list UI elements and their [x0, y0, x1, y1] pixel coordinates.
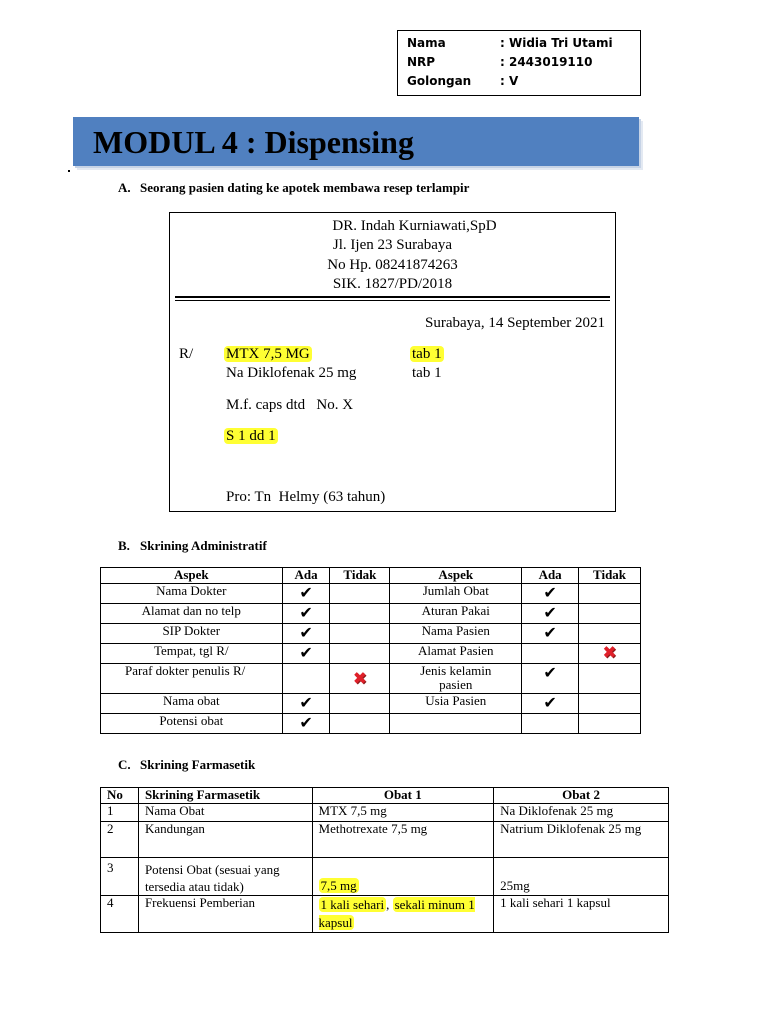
tidak-left-cell	[330, 714, 390, 734]
doctor-name: DR. Indah Kurniawati,SpD	[332, 218, 497, 234]
table-row	[101, 584, 641, 604]
administrative-screening-table	[100, 567, 641, 734]
table-row	[101, 896, 669, 933]
ada-right-cell	[522, 664, 579, 694]
check-icon: ✔	[543, 603, 557, 622]
student-class-label: Golongan	[407, 74, 472, 88]
ada-right-cell	[522, 604, 579, 624]
tidak-left-cell	[330, 644, 390, 664]
check-icon: ✔	[299, 693, 313, 712]
ada-left-cell	[282, 584, 330, 604]
ada-left-cell	[282, 624, 330, 644]
row-obat-2: 1 kali sehari 1 kapsul	[494, 896, 669, 933]
header-aspect-right: Aspek	[390, 568, 522, 584]
aspect-right: Usia Pasien	[390, 694, 522, 714]
row-obat-2: 25mg	[494, 858, 669, 896]
aspect-left: Nama obat	[101, 694, 283, 714]
aspect-left: Paraf dokter penulis R/	[101, 664, 283, 694]
table-row	[101, 714, 641, 734]
patient-line: Pro: Tn Helmy (63 tahun)	[226, 489, 386, 505]
table-row	[101, 644, 641, 664]
check-icon: ✔	[299, 643, 313, 662]
page-title: MODUL 4 : Dispensing	[93, 124, 414, 160]
tidak-right-cell	[579, 604, 641, 624]
student-class-row	[407, 74, 518, 88]
header-obat-2: Obat 2	[494, 788, 669, 804]
check-icon: ✔	[543, 623, 557, 642]
compounding-instruction: M.f. caps dtd No. X	[226, 397, 354, 413]
header-tidak-left: Tidak	[330, 568, 390, 584]
header-no: No	[101, 788, 139, 804]
tidak-right-cell	[579, 624, 641, 644]
aspect-left: Tempat, tgl R/	[101, 644, 283, 664]
row-aspect: Potensi Obat (sesuai yang tersedia atau tidak)	[138, 858, 312, 896]
tidak-right-cell	[579, 694, 641, 714]
aspect-right: Alamat Pasien	[390, 644, 522, 664]
section-a-text: Seorang pasien dating ke apotek membawa resep terlampir	[140, 180, 470, 195]
header-divider-thick	[175, 296, 610, 298]
cross-icon: ✖	[602, 643, 617, 663]
aspect-right: Jumlah Obat	[390, 584, 522, 604]
student-nrp-label: NRP	[407, 55, 436, 69]
check-icon: ✔	[543, 663, 557, 682]
row-obat-1: Methotrexate 7,5 mg	[312, 822, 494, 858]
ada-right-cell	[522, 624, 579, 644]
frequency-highlight-1: 1 kali sehari	[320, 897, 385, 912]
signa	[224, 428, 278, 445]
drug-2-qty: tab 1	[412, 365, 442, 381]
student-name-row	[407, 36, 613, 50]
table-header-row	[101, 788, 669, 804]
header-screening: Skrining Farmasetik	[138, 788, 312, 804]
prescription-date: Surabaya, 14 September 2021	[425, 315, 605, 331]
header-ada-right: Ada	[522, 568, 579, 584]
drug-1-name-highlight: MTX 7,5 MG	[226, 346, 310, 362]
tidak-left-cell	[330, 694, 390, 714]
tidak-left-cell	[330, 604, 390, 624]
check-icon: ✔	[299, 583, 313, 602]
drug-1-name	[224, 346, 312, 363]
table-row	[101, 858, 669, 896]
row-number: 4	[101, 896, 139, 933]
aspect-left: Potensi obat	[101, 714, 283, 734]
header-divider-thin	[175, 300, 610, 301]
row-obat-2: Na Diklofenak 25 mg	[494, 804, 669, 822]
table-row	[101, 804, 669, 822]
table-row	[101, 604, 641, 624]
aspect-right: Nama Pasien	[390, 624, 522, 644]
title-banner	[73, 117, 639, 166]
ada-left-cell	[282, 604, 330, 624]
table-header-row	[101, 568, 641, 584]
student-name-label: Nama	[407, 36, 446, 50]
ada-left-cell	[282, 664, 330, 694]
row-aspect: Frekuensi Pemberian	[138, 896, 312, 933]
ada-left-cell	[282, 714, 330, 734]
tidak-right-cell	[579, 664, 641, 694]
frequency-highlight-2: sekali minum 1 kapsul	[318, 897, 475, 930]
tidak-left-cell	[330, 664, 390, 694]
check-icon: ✔	[299, 603, 313, 622]
header-obat-1: Obat 1	[312, 788, 494, 804]
student-class-value: : V	[500, 74, 519, 88]
signa-highlight: S 1 dd 1	[226, 428, 276, 444]
drug-2-name: Na Diklofenak 25 mg	[226, 365, 357, 381]
tidak-left-cell	[330, 584, 390, 604]
section-b-heading	[118, 538, 267, 554]
r-symbol: R/	[179, 346, 194, 362]
drug-1-qty	[410, 346, 444, 363]
table-row	[101, 822, 669, 858]
row-number: 3	[101, 858, 139, 896]
student-nrp-row	[407, 55, 592, 69]
table-row	[101, 624, 641, 644]
ada-right-cell	[522, 694, 579, 714]
ada-right-cell	[522, 644, 579, 664]
aspect-right: Jenis kelamin pasien	[390, 664, 522, 694]
prescription-box	[169, 212, 616, 512]
ada-right-cell	[522, 714, 579, 734]
section-a-heading	[118, 180, 469, 196]
tidak-right-cell	[579, 644, 641, 664]
section-a-letter: A.	[118, 180, 131, 195]
doctor-address: Jl. Ijen 23 Surabaya	[332, 237, 453, 253]
check-icon: ✔	[543, 583, 557, 602]
check-icon: ✔	[543, 693, 557, 712]
tidak-right-cell	[579, 584, 641, 604]
frequency-separator: ,	[386, 897, 393, 912]
aspect-left: SIP Dokter	[101, 624, 283, 644]
tidak-right-cell	[579, 714, 641, 734]
header-tidak-right: Tidak	[579, 568, 641, 584]
divider-dot	[68, 170, 70, 172]
row-aspect: Nama Obat	[138, 804, 312, 822]
administrative-table-body	[101, 584, 641, 734]
section-c-text: Skrining Farmasetik	[140, 757, 256, 772]
ada-left-cell	[282, 694, 330, 714]
row-obat-1	[312, 896, 494, 933]
student-info-box	[397, 30, 641, 96]
row-obat-1: MTX 7,5 mg	[312, 804, 494, 822]
row-obat-2: Natrium Diklofenak 25 mg	[494, 822, 669, 858]
section-c-letter: C.	[118, 757, 131, 772]
aspect-left: Alamat dan no telp	[101, 604, 283, 624]
aspect-right: Aturan Pakai	[390, 604, 522, 624]
row-number: 2	[101, 822, 139, 858]
section-b-text: Skrining Administratif	[140, 538, 267, 553]
aspect-left: Nama Dokter	[101, 584, 283, 604]
pharmaceutical-screening-table	[100, 787, 669, 933]
table-row	[101, 694, 641, 714]
header-ada-left: Ada	[282, 568, 330, 584]
row-obat-1	[312, 858, 494, 896]
aspect-right	[390, 714, 522, 734]
section-c-heading	[118, 757, 255, 773]
row-aspect: Kandungan	[138, 822, 312, 858]
potency-highlight: 7,5 mg	[320, 878, 357, 893]
student-nrp-value: : 2443019110	[500, 55, 593, 69]
header-aspect-left: Aspek	[101, 568, 283, 584]
section-b-letter: B.	[118, 538, 130, 553]
drug-1-qty-highlight: tab 1	[412, 346, 442, 362]
ada-left-cell	[282, 644, 330, 664]
check-icon: ✔	[299, 713, 313, 732]
student-name-value: : Widia Tri Utami	[500, 36, 613, 50]
tidak-left-cell	[330, 624, 390, 644]
row-number: 1	[101, 804, 139, 822]
check-icon: ✔	[299, 623, 313, 642]
doctor-phone: No Hp. 08241874263	[327, 257, 458, 273]
cross-icon: ✖	[352, 668, 368, 689]
ada-right-cell	[522, 584, 579, 604]
doctor-sik: SIK. 1827/PD/2018	[332, 276, 453, 292]
table-row	[101, 664, 641, 694]
